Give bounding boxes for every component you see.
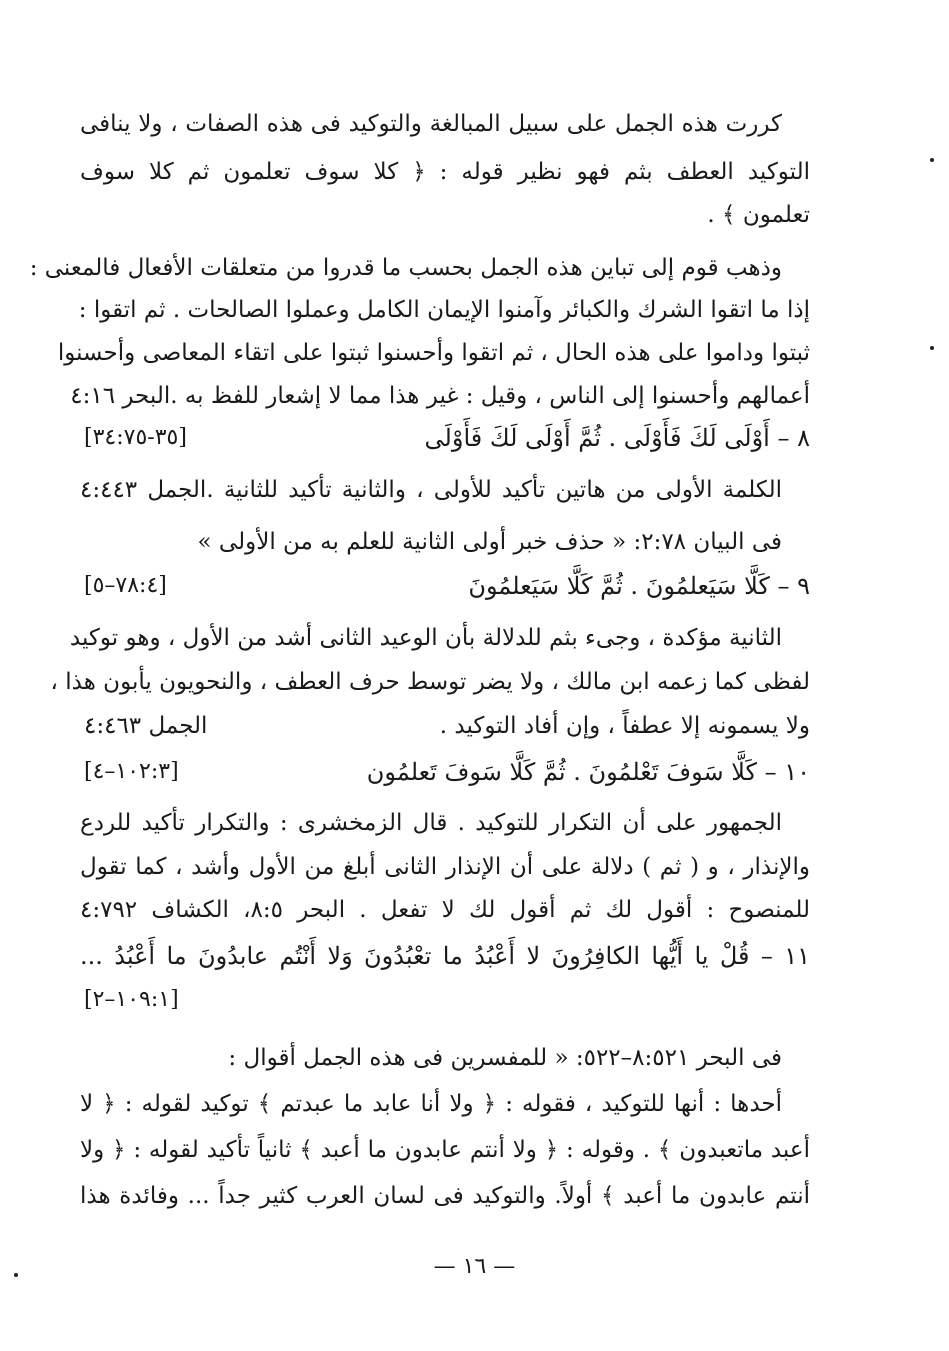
margin-dot-mark <box>930 346 934 350</box>
paragraph-1-line-2: التوكيد العطف بثم فهو نظير قوله : ﴿ كلا سوف تعلمون ثم كلا سوف <box>80 159 810 185</box>
page-number: — ١٦ — <box>433 1254 516 1279</box>
verse-11-text: ١١ – قُلْ يا أَيُّها الكافِرُونَ لا أَعْبُدُ ما تعْبُدُونَ وَلا أَنْتُم عابدُونَ ما أَعْبُدُ ... <box>80 942 810 970</box>
paragraph-2-line-1: وذهب قوم إلى تباين هذه الجمل بحسب ما قدروا من متعلقات الأفعال فالمعنى : <box>29 255 782 281</box>
paragraph-4-line-1: فى البيان ٢:٧٨: « حذف خبر أولى الثانية للعلم به من الأولى » <box>197 529 782 555</box>
paragraph-1-line-3: تعلمون ﴾ . <box>707 202 810 228</box>
paragraph-6-line-3: للمنصوح : أقول لك ثم أقول لك لا تفعل . البحر ٨:٥، الكشاف ٤:٧٩٢ <box>80 897 810 923</box>
verse-8-reference: [٣٥-٣٤:٧٥] <box>84 425 187 450</box>
paragraph-8-line-2: أعبد ماتعبدون ﴾ . وقوله : ﴿ ولا أنتم عابدون ما أعبد ﴾ ثانياً تأكيد لقوله : ﴿ ولا <box>80 1137 810 1163</box>
paragraph-6-line-1: الجمهور على أن التكرار للتوكيد . قال الزمخشرى : والتكرار تأكيد للردع <box>80 810 782 836</box>
paragraph-5-line-1: الثانية مؤكدة ، وجىء بثم للدلالة بأن الوعيد الثانى أشد من الأول ، وهو توكيد <box>69 625 782 651</box>
paragraph-8-line-1: أحدها : أنها للتوكيد ، فقوله : ﴿ ولا أنا عابد ما عبدتم ﴾ توكيد لقوله : ﴿ لا <box>80 1091 782 1117</box>
paragraph-2-line-3: ثبتوا وداموا على هذه الحال ، ثم اتقوا وأحسنوا ثبتوا على اتقاء المعاصى وأحسنوا <box>57 340 810 366</box>
paragraph-7-line-1: فى البحر ٨:٥٢١–٥٢٢: « للمفسرين فى هذه الجمل أقوال : <box>228 1045 782 1071</box>
paragraph-8-line-3: أنتم عابدون ما أعبد ﴾ أولاً. والتوكيد فى لسان العرب كثير جداً ... وفائدة هذا <box>80 1183 810 1209</box>
margin-dot-mark <box>930 158 934 162</box>
paragraph-5-line-2: لفظى كما زعمه ابن مالك ، ولا يضر توسط حرف العطف ، والنحويون يأبون هذا ، <box>50 669 810 695</box>
paragraph-1-line-1: كررت هذه الجمل على سبيل المبالغة والتوكيد فى هذه الصفات ، ولا ينافى <box>80 111 782 137</box>
verse-11-reference-line <box>80 978 810 1022</box>
verse-11-reference: [١٠٩:١–٢] <box>84 987 179 1012</box>
verse-10-reference: [١٠٢:٣–٤] <box>84 759 179 784</box>
verse-10-text: ١٠ – كَلَّا سَوفَ تَعْلمُونَ . ثُمَّ كَلَّا سَوفَ تَعلمُون <box>366 758 810 786</box>
verse-9-reference: [٧٨:٤–٥] <box>84 573 167 598</box>
verse-9-text: ٩ – كَلَّا سَيَعلمُونَ . ثُمَّ كَلَّا سَيَعلمُونَ <box>468 572 810 600</box>
page-body <box>29 100 810 1260</box>
paragraph-5-line-3-text: ولا يسمونه إلا عطفاً ، وإن أفاد التوكيد . <box>439 713 810 739</box>
paragraph-2-line-2: إذا ما اتقوا الشرك والكبائر وآمنوا الإيمان الكامل وعملوا الصالحات . ثم اتقوا : <box>78 297 810 323</box>
verse-10 <box>80 750 810 794</box>
verse-8-text: ٨ – أَوْلَى لَكَ فَأَوْلَى . ثُمَّ أَوْلَى لَكَ فَأَوْلَى <box>424 424 810 452</box>
paragraph-5-line-3 <box>80 704 810 748</box>
paragraph-5-source: الجمل ٤:٤٦٣ <box>84 713 208 739</box>
verse-8 <box>80 416 810 460</box>
paragraph-3-line-1: الكلمة الأولى من هاتين تأكيد للأولى ، والثانية تأكيد للثانية .الجمل ٤:٤٤٣ <box>80 477 782 503</box>
paragraph-2-line-4: أعمالهم وأحسنوا إلى الناس ، وقيل : غير هذا مما لا إشعار للفظ به .البحر ٤:١٦ <box>70 383 810 409</box>
verse-9 <box>80 564 810 608</box>
paragraph-6-line-2: والإنذار ، و ( ثم ) دلالة على أن الإنذار الثانى أبلغ من الأول وأشد ، كما تقول <box>80 854 810 880</box>
margin-dot-mark <box>14 1273 18 1277</box>
